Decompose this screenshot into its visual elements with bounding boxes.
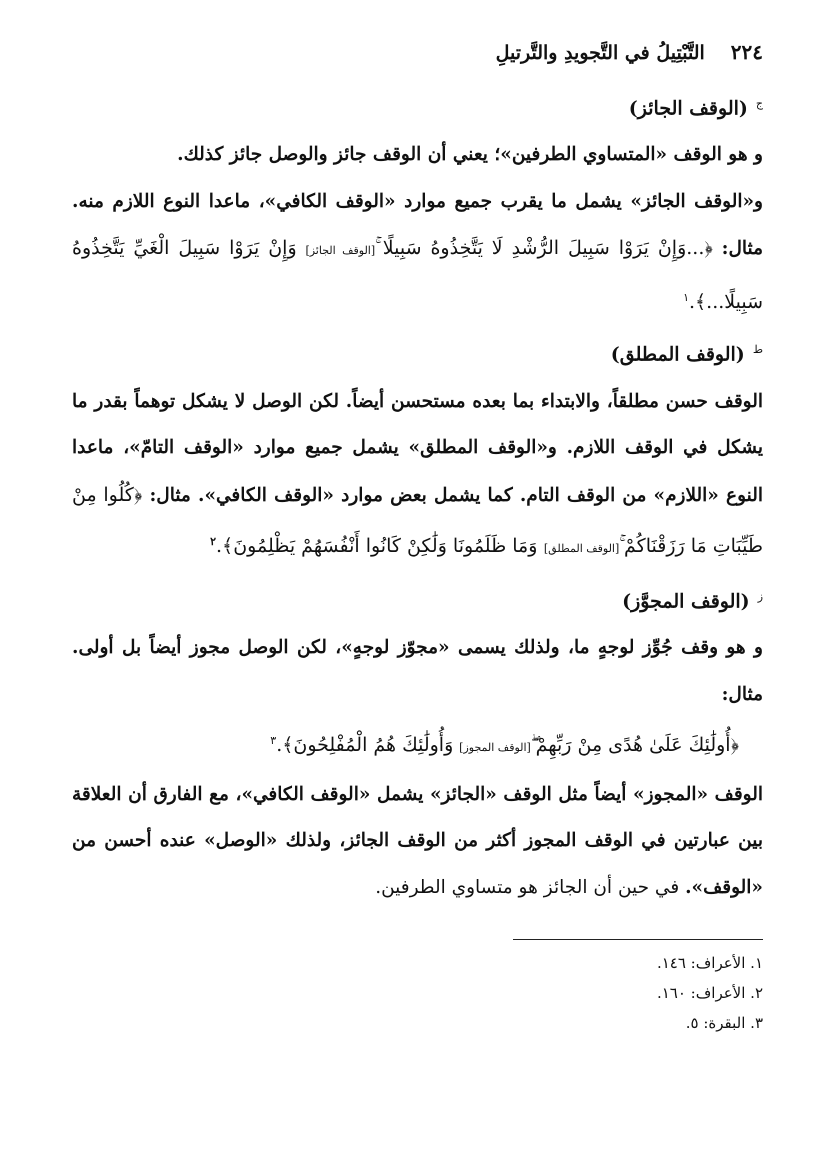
paragraph: و هو الوقف «المتساوي الطرفين»؛ يعني أن الوقف جائز والوصل جائز كذلك.	[177, 144, 763, 166]
section-marker: ج	[755, 97, 763, 110]
running-header	[72, 40, 763, 80]
footnote: ١. الأعراف: ١٤٦.	[656, 954, 763, 973]
ayah-text: ﴿...وَإِنْ يَرَوْا سَبِيلَ الرُّشْدِ لَا يَتَّخِذُوهُ سَبِيلًا ۚ	[375, 237, 713, 260]
section-marker: ز	[757, 589, 763, 603]
ayah-text: وَإِنْ يَرَوْا سَبِيلَ الْغَيِّ يَتَّخِذُوهُ سَبِيلًا...﴾.	[72, 237, 763, 313]
ayah-text: ﴿أُولَٰئِكَ عَلَىٰ هُدًى مِنْ رَبِّهِمْ ۖ	[530, 734, 739, 757]
stop-label: [الوقف الجائز]	[305, 244, 376, 258]
section-heading-mutlaq: $^ط$(الوقف المطلق)	[610, 343, 763, 366]
paragraph: الوقف حسن مطلقاً، والابتداء بما بعده مستحسن أيضاً. لكن الوصل لا يشكل توهماً بقدر ما يشكل في الوقف اللازم. و«الوقف المطلق» يشمل جميع موارد «الوقف التامّ»، ماعدا النوع «اللازم» من الوقف التام. كما يشمل بعض موارد «الوقف الكافي». مثال: ﴿كُلُوا مِنْ طَيِّبَاتِ مَا رَزَقْنَاكُمْ ۚ[الوقف المطلق] وَمَا ظَلَمُونَا وَلَٰكِنْ كَانُوا أَنْفُسَهُمْ يَظْلِمُونَ﴾.$^٢$	[72, 390, 763, 558]
stop-label: [الوقف المجوز]	[459, 741, 531, 755]
paragraph: و هو وقف جُوِّز لوجهٍ ما، ولذلك يسمى «مجوّز لوجهٍ»، لكن الوصل مجوز أيضاً بل أولى. مثال:	[72, 637, 763, 705]
section-heading-jaiz: $^ج$(الوقف الجائز)	[628, 97, 763, 120]
footnote: ٢. الأعراف: ١٦٠.	[656, 984, 763, 1003]
footnote-ref: ١	[683, 290, 689, 304]
footnote: ٣. البقرة: ٥.	[685, 1014, 763, 1033]
ayah-text: وَأُولَٰئِكَ هُمُ الْمُفْلِحُونَ﴾.	[276, 734, 454, 757]
footnote-ref: ٢	[210, 535, 217, 549]
ayah-text: ﴿كُلُوا مِنْ طَيِّبَاتِ مَا رَزَقْنَاكُمْ ۚ	[72, 483, 763, 558]
section-marker: ط	[752, 343, 763, 357]
stop-label: [الوقف المطلق]	[543, 542, 620, 556]
page	[72, 40, 763, 1149]
paragraph: و«الوقف الجائز» يشمل ما يقرب جميع موارد «الوقف الكافي»، ماعدا النوع اللازم منه. مثال: ﴿...وَإِنْ يَرَوْا سَبِيلَ الرُّشْدِ لَا يَتَّخِذُوهُ سَبِيلًا ۚ[الوقف الجائز] وَإِنْ يَرَوْا سَبِيلَ الْغَيِّ يَتَّخِذُوهُ سَبِيلًا...﴾.$^١$	[72, 190, 764, 313]
footnote-divider	[513, 939, 763, 940]
book-title: التَّبْتِيلُ في التَّجويدِ والتَّرتيلِ	[495, 42, 705, 64]
ayah-text: وَمَا ظَلَمُونَا وَلَٰكِنْ كَانُوا أَنْفُسَهُمْ يَظْلِمُونَ﴾.	[216, 535, 538, 558]
ayah-line	[72, 718, 763, 772]
page-number: ٢٢٤	[730, 40, 763, 64]
paragraph: الوقف «المجوز» أيضاً مثل الوقف «الجائز» يشمل «الوقف الكافي»، مع الفارق أن العلاقة بين عبارتين في الوقف المجوز أكثر من الوقف الجائز، ولذلك «الوصل» عنده أحسن من «الوقف». في حين أن الجائز هو متساوي الطرفين.	[72, 783, 763, 898]
section-heading-mujawwaz: $^ز$(الوقف المجوَّز)	[622, 589, 763, 613]
footnote-ref: ٣	[270, 734, 277, 748]
